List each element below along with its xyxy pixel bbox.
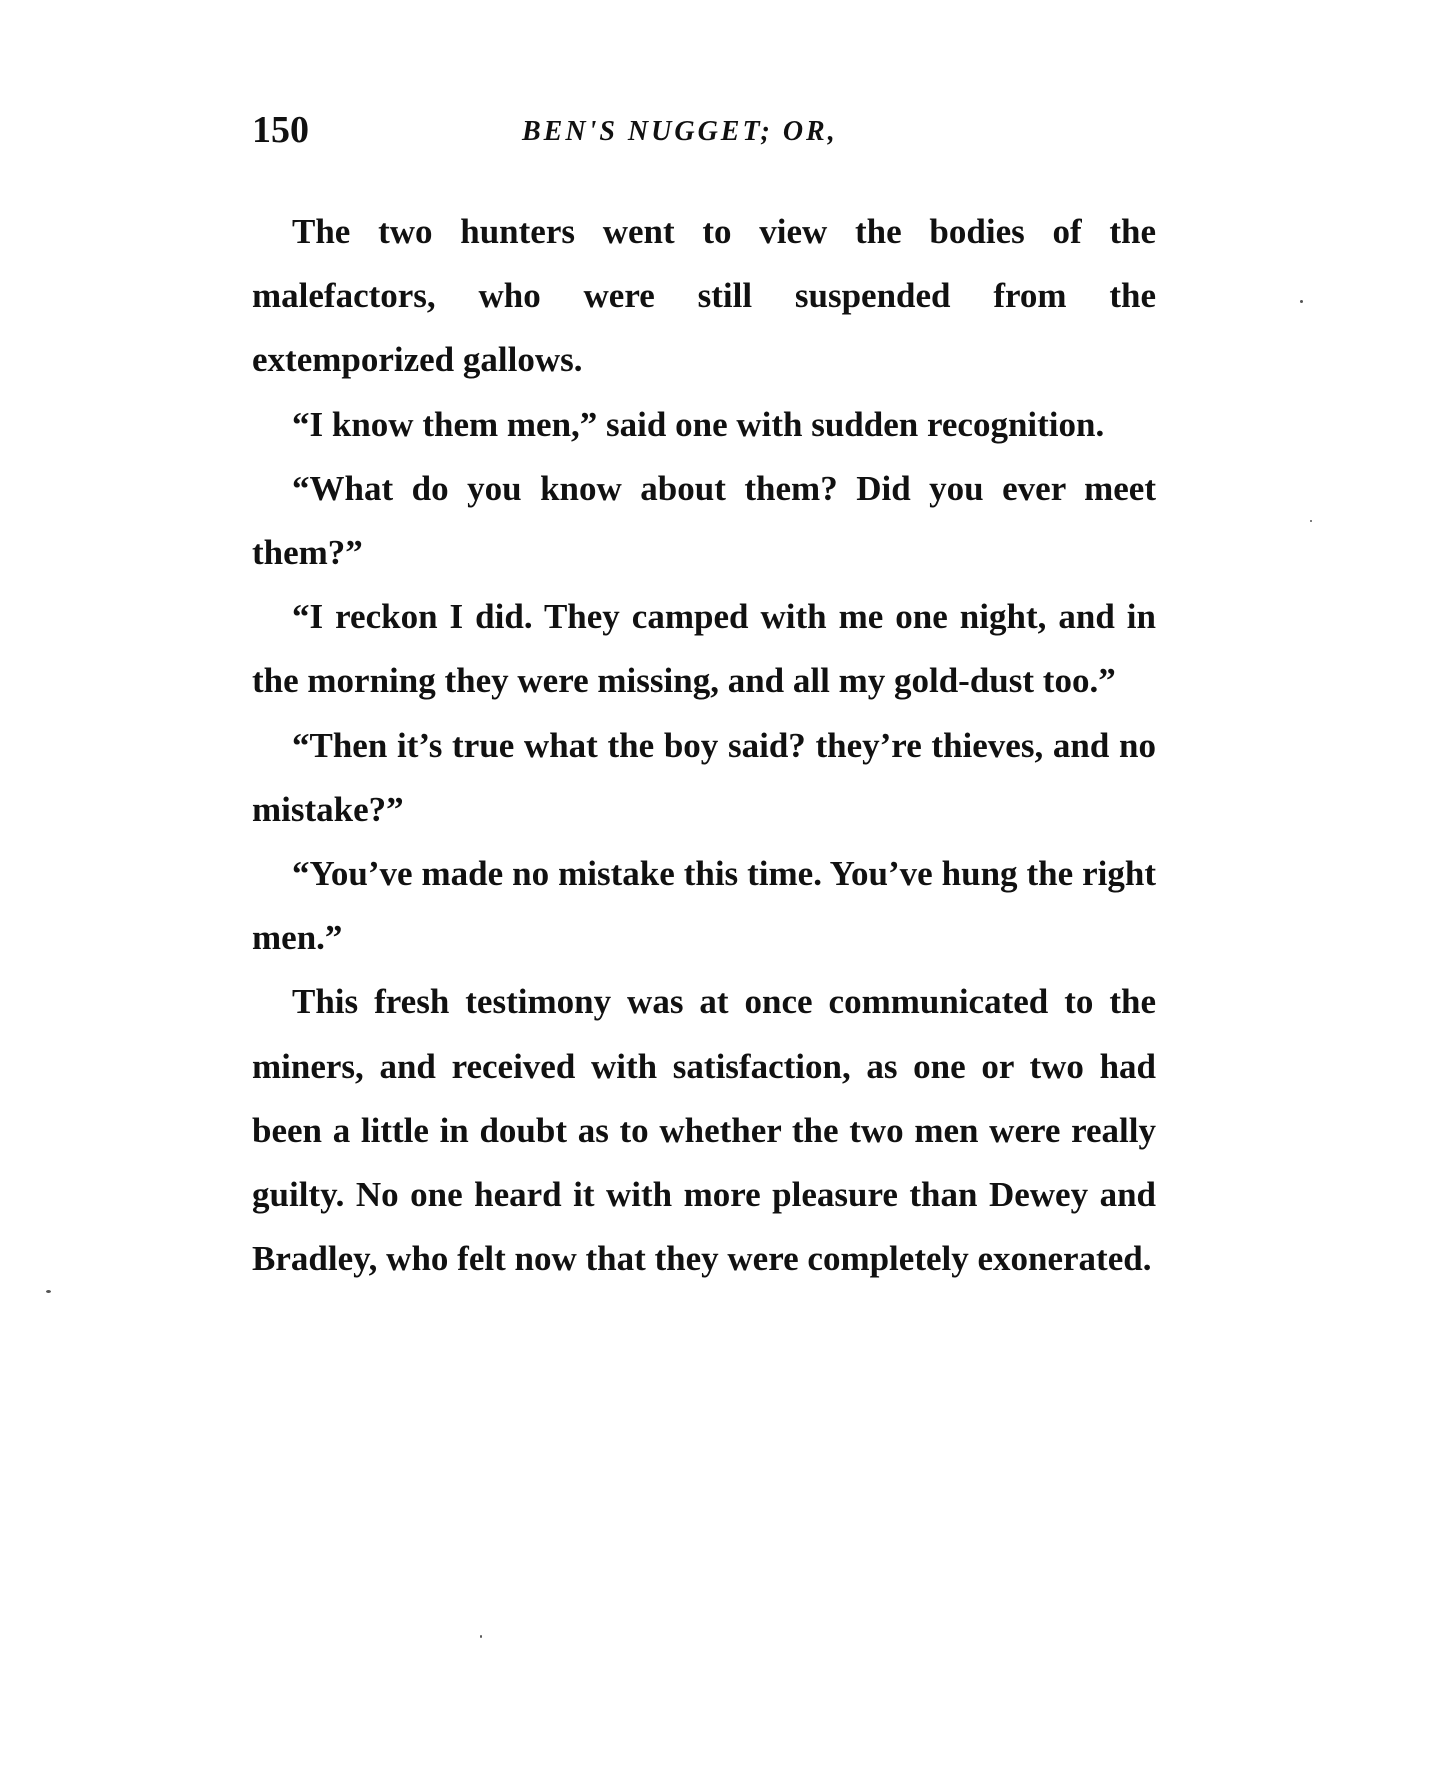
paragraph: “You’ve made no mistake this time. You’ve hung the right men.” bbox=[252, 854, 1156, 958]
scan-speck bbox=[480, 1635, 482, 1638]
page-header bbox=[252, 108, 1152, 168]
scan-speck bbox=[46, 1290, 51, 1293]
scan-speck bbox=[1310, 520, 1312, 522]
paragraph: “Then it’s true what the boy said? they’re thieves, and no mistake?” bbox=[252, 725, 1156, 829]
scan-speck bbox=[1300, 300, 1303, 303]
paragraph: “I know them men,” said one with sudden recognition. bbox=[292, 404, 1105, 444]
paragraph: The two hunters went to view the bodies of the malefactors, who were still suspended from the extemporized gallows. bbox=[252, 212, 1156, 380]
body-text bbox=[252, 200, 1156, 1291]
paragraph: “I reckon I did. They camped with me one night, and in the morning they were missing, and all my gold-dust too.” bbox=[252, 597, 1156, 701]
page-number: 150 bbox=[252, 109, 309, 151]
running-title: BEN'S NUGGET; OR, bbox=[522, 116, 838, 147]
paragraph: This fresh testimony was at once communicated to the miners, and received with satisfaction, as one or two had been a little in doubt as to whether the two men were really guilty. No one heard it with more pleasure than Dewey and Bradley, who felt now that they were completely exonerated. bbox=[252, 982, 1156, 1279]
paragraph: “What do you know about them? Did you ever meet them?” bbox=[252, 468, 1156, 573]
